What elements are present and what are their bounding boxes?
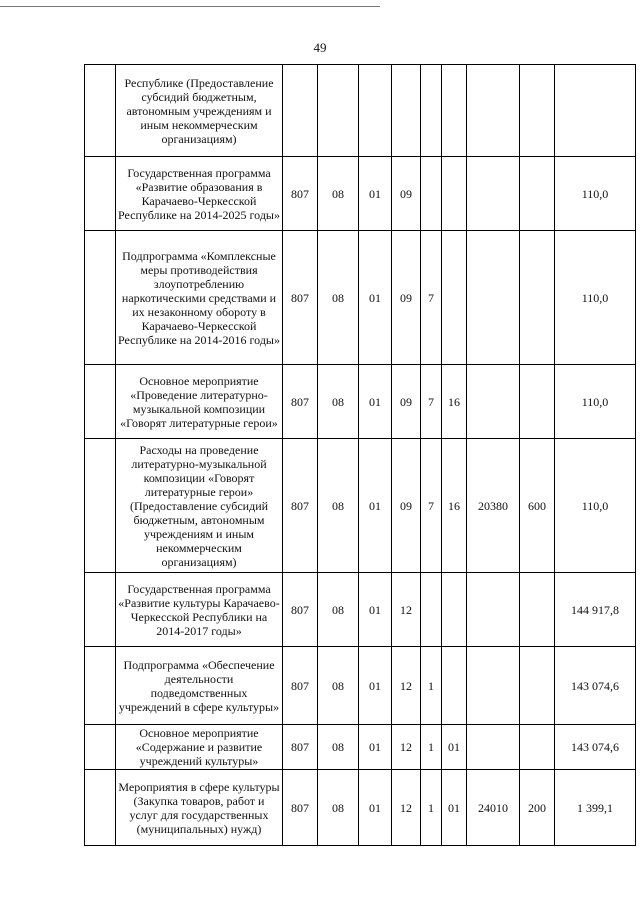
subprogram-code-cell: 7: [421, 439, 442, 573]
ministry-code-cell: 807: [283, 770, 318, 846]
section-code-cell: 08: [318, 573, 359, 647]
index-cell: [85, 573, 116, 647]
table-row: [85, 157, 636, 231]
item-name-cell: Государственная программа «Развитие образования в Карачаево-Черкесской Республике на 2014-2025 годы»: [116, 157, 283, 231]
program-code-cell: 12: [392, 725, 421, 770]
direction-code-cell: [467, 573, 520, 647]
index-cell: [85, 65, 116, 157]
amount-cell: 110,0: [555, 365, 636, 439]
index-cell: [85, 365, 116, 439]
page-number: 49: [313, 40, 327, 55]
direction-code-cell: 20380: [467, 439, 520, 573]
table-row: [85, 725, 636, 770]
table-row: [85, 573, 636, 647]
program-code-cell: 09: [392, 157, 421, 231]
activity-code-cell: 01: [442, 725, 467, 770]
activity-code-cell: 16: [442, 365, 467, 439]
section-code-cell: [318, 65, 359, 157]
index-cell: [85, 439, 116, 573]
activity-code-cell: [442, 647, 467, 725]
activity-code-cell: 16: [442, 439, 467, 573]
expense-type-cell: [520, 647, 555, 725]
amount-cell: 143 074,6: [555, 725, 636, 770]
direction-code-cell: [467, 365, 520, 439]
subsection-code-cell: 01: [359, 647, 392, 725]
subprogram-code-cell: 1: [421, 725, 442, 770]
section-code-cell: 08: [318, 365, 359, 439]
program-code-cell: 12: [392, 770, 421, 846]
subprogram-code-cell: 1: [421, 770, 442, 846]
expense-type-cell: [520, 573, 555, 647]
activity-code-cell: [442, 157, 467, 231]
direction-code-cell: [467, 157, 520, 231]
budget-table: [84, 64, 636, 846]
table-row: [85, 770, 636, 846]
ministry-code-cell: [283, 65, 318, 157]
activity-code-cell: [442, 573, 467, 647]
program-code-cell: 09: [392, 231, 421, 365]
subprogram-code-cell: [421, 65, 442, 157]
section-code-cell: 08: [318, 725, 359, 770]
table-row: [85, 439, 636, 573]
index-cell: [85, 231, 116, 365]
item-name-cell: Государственная программа «Развитие культуры Карачаево-Черкесской Республики на 2014-2017 годы»: [116, 573, 283, 647]
program-code-cell: 09: [392, 439, 421, 573]
index-cell: [85, 157, 116, 231]
index-cell: [85, 770, 116, 846]
subprogram-code-cell: 1: [421, 647, 442, 725]
subsection-code-cell: 01: [359, 439, 392, 573]
section-code-cell: 08: [318, 647, 359, 725]
direction-code-cell: [467, 647, 520, 725]
item-name-cell: Мероприятия в сфере культуры (Закупка товаров, работ и услуг для государственных (муниципальных) нужд): [116, 770, 283, 846]
ministry-code-cell: 807: [283, 439, 318, 573]
ministry-code-cell: 807: [283, 231, 318, 365]
scan-top-line: [0, 6, 380, 7]
activity-code-cell: 01: [442, 770, 467, 846]
subsection-code-cell: 01: [359, 231, 392, 365]
ministry-code-cell: 807: [283, 157, 318, 231]
amount-cell: 110,0: [555, 439, 636, 573]
direction-code-cell: [467, 231, 520, 365]
index-cell: [85, 725, 116, 770]
table-row: [85, 231, 636, 365]
subsection-code-cell: 01: [359, 365, 392, 439]
ministry-code-cell: 807: [283, 725, 318, 770]
program-code-cell: 09: [392, 365, 421, 439]
subsection-code-cell: 01: [359, 725, 392, 770]
amount-cell: 143 074,6: [555, 647, 636, 725]
subprogram-code-cell: 7: [421, 231, 442, 365]
amount-cell: 110,0: [555, 157, 636, 231]
table-row: [85, 65, 636, 157]
program-code-cell: 12: [392, 647, 421, 725]
program-code-cell: 12: [392, 573, 421, 647]
ministry-code-cell: 807: [283, 647, 318, 725]
item-name-cell: Подпрограмма «Комплексные меры противодействия злоупотреблению наркотическими средствами и их незаконному обороту в Карачаево-Черкесской Республике на 2014-2016 годы»: [116, 231, 283, 365]
activity-code-cell: [442, 65, 467, 157]
amount-cell: 1 399,1: [555, 770, 636, 846]
direction-code-cell: [467, 725, 520, 770]
subsection-code-cell: 01: [359, 573, 392, 647]
section-code-cell: 08: [318, 157, 359, 231]
expense-type-cell: [520, 725, 555, 770]
expense-type-cell: 600: [520, 439, 555, 573]
section-code-cell: 08: [318, 231, 359, 365]
item-name-cell: Основное мероприятие «Содержание и развитие учреждений культуры»: [116, 725, 283, 770]
section-code-cell: 08: [318, 770, 359, 846]
amount-cell: 144 917,8: [555, 573, 636, 647]
item-name-cell: Расходы на проведение литературно-музыкальной композиции «Говорят литературные герои» (Предоставление субсидий бюджетным, автономным учреждениям и иным некоммерческим организациям): [116, 439, 283, 573]
expense-type-cell: [520, 231, 555, 365]
item-name-cell: Республике (Предоставление субсидий бюджетным, автономным учреждениям и иным некоммерческим организациям): [116, 65, 283, 157]
program-code-cell: [392, 65, 421, 157]
section-code-cell: 08: [318, 439, 359, 573]
subprogram-code-cell: [421, 573, 442, 647]
index-cell: [85, 647, 116, 725]
subprogram-code-cell: 7: [421, 365, 442, 439]
activity-code-cell: [442, 231, 467, 365]
direction-code-cell: 24010: [467, 770, 520, 846]
direction-code-cell: [467, 65, 520, 157]
subsection-code-cell: [359, 65, 392, 157]
table-row: [85, 647, 636, 725]
item-name-cell: Основное мероприятие «Проведение литературно-музыкальной композиции «Говорят литературные герои»: [116, 365, 283, 439]
expense-type-cell: [520, 65, 555, 157]
amount-cell: 110,0: [555, 231, 636, 365]
ministry-code-cell: 807: [283, 365, 318, 439]
subsection-code-cell: 01: [359, 157, 392, 231]
expense-type-cell: [520, 365, 555, 439]
expense-type-cell: [520, 157, 555, 231]
subsection-code-cell: 01: [359, 770, 392, 846]
table-row: [85, 365, 636, 439]
subprogram-code-cell: [421, 157, 442, 231]
amount-cell: [555, 65, 636, 157]
expense-type-cell: 200: [520, 770, 555, 846]
item-name-cell: Подпрограмма «Обеспечение деятельности подведомственных учреждений в сфере культуры»: [116, 647, 283, 725]
ministry-code-cell: 807: [283, 573, 318, 647]
